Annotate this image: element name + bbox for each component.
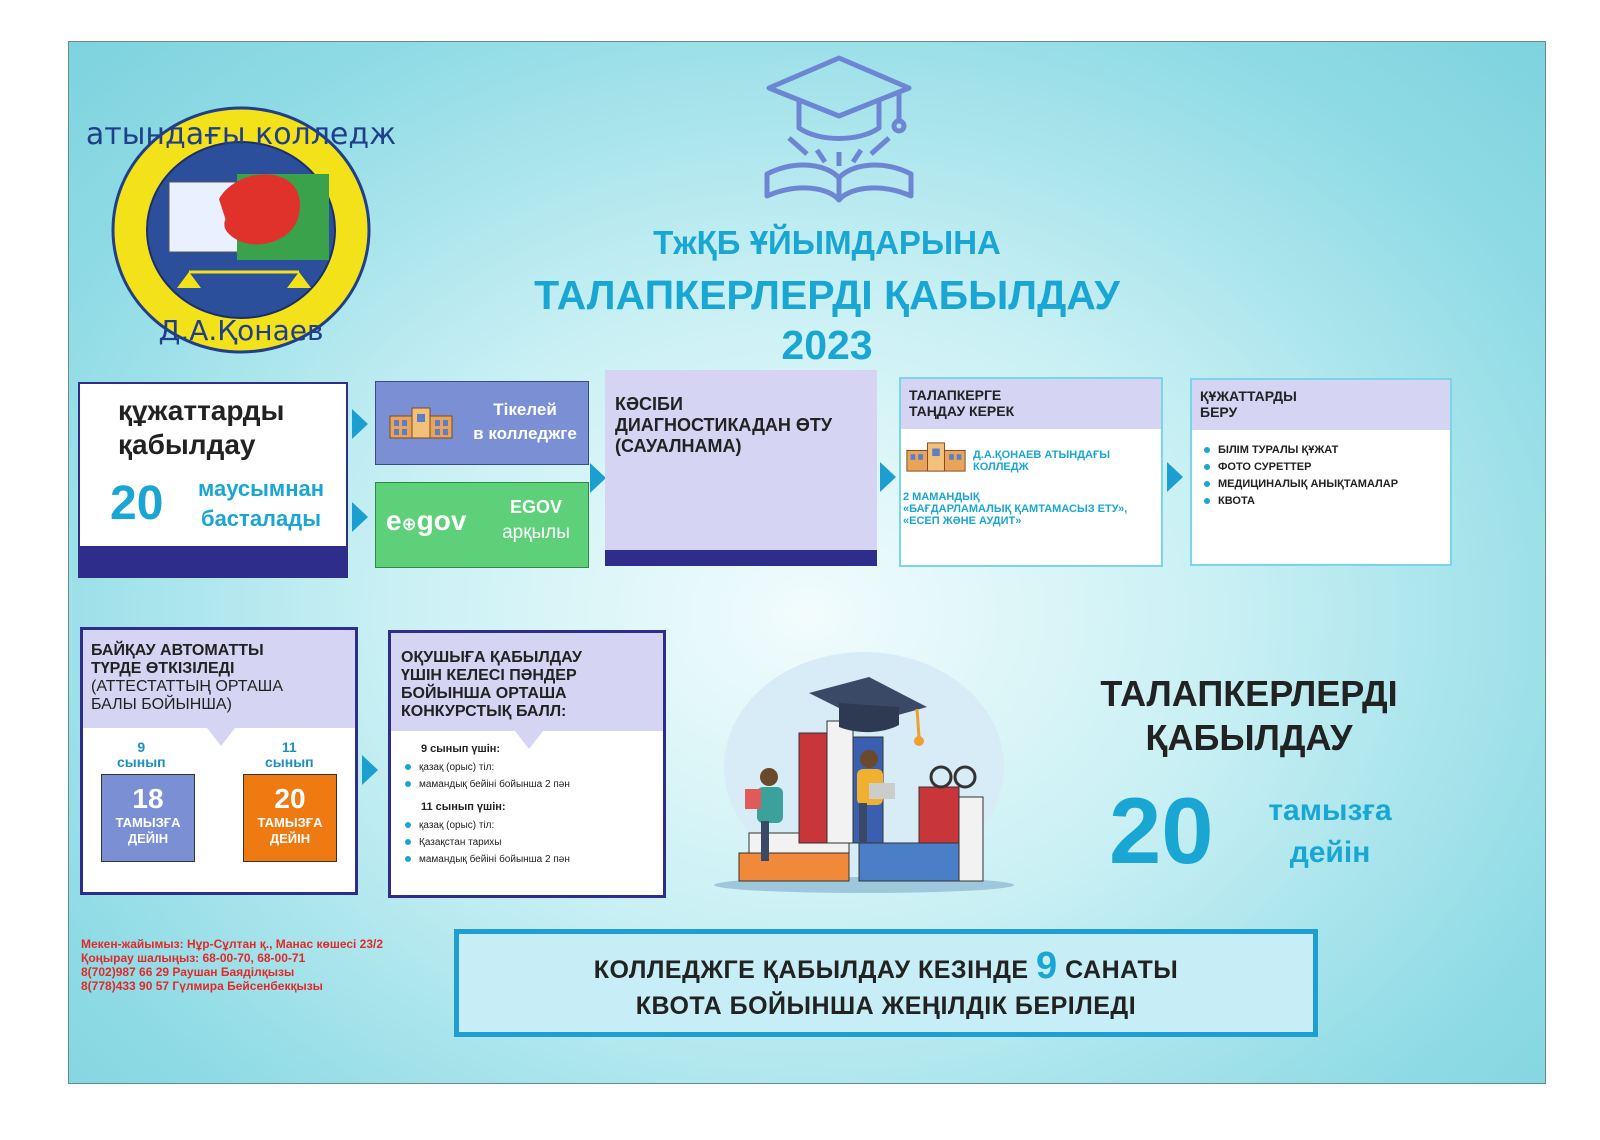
date11-num: 20 — [274, 783, 306, 814]
egov-logo: e⊕gov — [386, 505, 467, 536]
option-direct-college[interactable] — [375, 381, 589, 465]
contact-phones: Қоңырау шалыңыз: 68-00-70, 68-00-71 — [81, 951, 306, 965]
subjects-line2: ҮШІН КЕЛЕСІ ПӘНДЕР — [401, 667, 577, 684]
date9-box: 18 ТАМЫЗҒА ДЕЙІН — [101, 774, 195, 862]
step4-spec2: «БАҒДАРЛАМАЛЫҚ ҚАМТАМАСЫЗ ЕТУ», — [903, 503, 1128, 515]
subjects-g11: 11 сынып үшін: — [421, 801, 506, 813]
step5-head1: ҚҰЖАТТАРДЫ — [1200, 388, 1297, 404]
subjects-box — [388, 630, 666, 898]
egov-title: EGOV — [509, 497, 562, 517]
quota-post: САНАТЫ — [1065, 956, 1179, 984]
option-egov[interactable] — [375, 482, 589, 568]
step3-line1: КӘСІБИ — [615, 394, 683, 414]
arrow-icon — [352, 502, 368, 532]
step-diagnostics — [605, 370, 877, 566]
contest-line2: ТҮРДЕ ӨТКІЗІЛЕДІ — [91, 660, 235, 677]
step5-head2: БЕРУ — [1200, 404, 1238, 420]
deadline-title2: ҚАБЫЛДАУ — [1145, 717, 1353, 758]
list-item: мамандық бейіні бойынша 2 пән — [405, 851, 570, 868]
step1-footer-bar — [80, 546, 346, 576]
quota-pre: КОЛЛЕДЖГЕ ҚАБЫЛДАУ КЕЗІНДЕ — [593, 956, 1029, 984]
contacts — [81, 937, 383, 993]
step1-number: 20 — [110, 477, 164, 530]
direct-line2: в колледжге — [473, 424, 577, 443]
deadline-title1: ТАЛАПКЕРЛЕРДІ — [1100, 673, 1398, 714]
grade9-word: сынып — [117, 754, 166, 770]
step-documents-accept — [78, 382, 348, 578]
egov-sub: арқылы — [502, 522, 570, 543]
arrow-icon — [880, 462, 896, 492]
list-item: Қазақстан тарихы — [405, 834, 570, 851]
date9-num: 18 — [132, 783, 164, 814]
step4-spec1: 2 МАМАНДЫҚ — [903, 491, 980, 503]
documents-list — [1204, 442, 1398, 510]
quota-banner — [454, 929, 1318, 1037]
college-building-icon — [905, 441, 967, 473]
step1-line2: қабылдау — [118, 429, 256, 460]
list-item: БІЛІМ ТУРАЛЫ ҚҰЖАТ — [1204, 442, 1398, 459]
step1-line1: құжаттарды — [118, 395, 285, 426]
heading-subtitle: ТжҚБ ҰЙЫМДАРЫНА — [653, 224, 1001, 261]
arrow-icon — [352, 409, 368, 439]
step4-spec3: «ЕСЕП ЖӘНЕ АУДИТ» — [903, 515, 1022, 527]
deadline-sub2: дейін — [1289, 836, 1371, 869]
deadline-sub1: тамызға — [1268, 794, 1392, 827]
step4-college2: КОЛЛЕДЖ — [973, 461, 1029, 473]
quota-number: 9 — [1036, 945, 1058, 987]
direct-line1: Тікелей — [493, 400, 557, 419]
step4-college1: Д.А.ҚОНАЕВ АТЫНДАҒЫ — [973, 449, 1111, 461]
step3-line2: ДИАГНОСТИКАДАН ӨТУ — [615, 415, 833, 435]
list-item: қазақ (орыс) тіл: — [405, 817, 570, 834]
step1-sub2: басталады — [200, 506, 322, 531]
list-item: ФОТО СУРЕТТЕР — [1204, 459, 1398, 476]
list-item: мамандық бейіні бойынша 2 пән — [405, 776, 570, 793]
contest-line4: БАЛЫ БОЙЫНША) — [91, 696, 232, 713]
logo-ring-text: атындағы колледж — [85, 117, 397, 152]
step3-line3: (САУАЛНАМА) — [615, 436, 742, 456]
contest-line1: БАЙҚАУ АВТОМАТТЫ — [91, 642, 264, 659]
poster — [68, 41, 1546, 1084]
contact-person2: 8(778)433 90 57 Гүлмира Бейсенбекқызы — [81, 979, 323, 993]
step4-head2: ТАҢДАУ КЕРЕК — [909, 403, 1015, 419]
heading-year: 2023 — [781, 322, 873, 368]
heading-title: ТАЛАПКЕРЛЕРДІ ҚАБЫЛДАУ — [534, 272, 1120, 318]
grade9-num: 9 — [137, 739, 146, 755]
date11-box: 20 ТАМЫЗҒА ДЕЙІН — [243, 774, 337, 862]
subjects-line3: БОЙЫНША ОРТАША — [401, 685, 567, 702]
quota-line2: КВОТА БОЙЫНША ЖЕҢІЛДІК БЕРІЛЕДІ — [635, 992, 1137, 1020]
grade11-word: сынып — [265, 754, 314, 770]
list-item: қазақ (орыс) тіл: — [405, 759, 570, 776]
step-submit-documents — [1190, 378, 1452, 566]
list-item: КВОТА — [1204, 493, 1398, 510]
deadline-number: 20 — [1109, 778, 1214, 883]
contest-line3: (АТТЕСТАТТЫҢ ОРТАША — [91, 678, 284, 695]
step-choose — [899, 377, 1163, 567]
contest-box — [80, 627, 358, 895]
list-item: МЕДИЦИНАЛЫҚ АНЫҚТАМАЛАР — [1204, 476, 1398, 493]
contact-person1: 8(702)987 66 29 Раушан Баяділқызы — [81, 965, 295, 979]
svg-text:Д.А.Қонаев: Д.А.Қонаев — [158, 314, 324, 347]
subjects-line4: КОНКУРСТЫҚ БАЛЛ: — [401, 703, 567, 720]
students-books-illustration — [709, 637, 1019, 897]
grade11-num: 11 — [281, 739, 297, 755]
step3-footer-bar — [605, 550, 877, 566]
subjects-g9: 9 сынып үшін: — [421, 743, 501, 755]
arrow-icon — [1167, 462, 1183, 492]
step4-head1: ТАЛАПКЕРГЕ — [909, 387, 1002, 403]
arrow-icon — [590, 463, 606, 493]
arrow-icon — [362, 755, 378, 785]
contact-address: Мекен-жайымыз: Нұр-Сұлтан қ., Манас көшесі 23/2 — [81, 937, 384, 951]
subjects-line1: ОҚУШЫҒА ҚАБЫЛДАУ — [401, 649, 582, 666]
graduation-book-icon — [749, 54, 929, 204]
college-building-icon — [388, 406, 454, 440]
step1-sub1: маусымнан — [198, 476, 325, 501]
